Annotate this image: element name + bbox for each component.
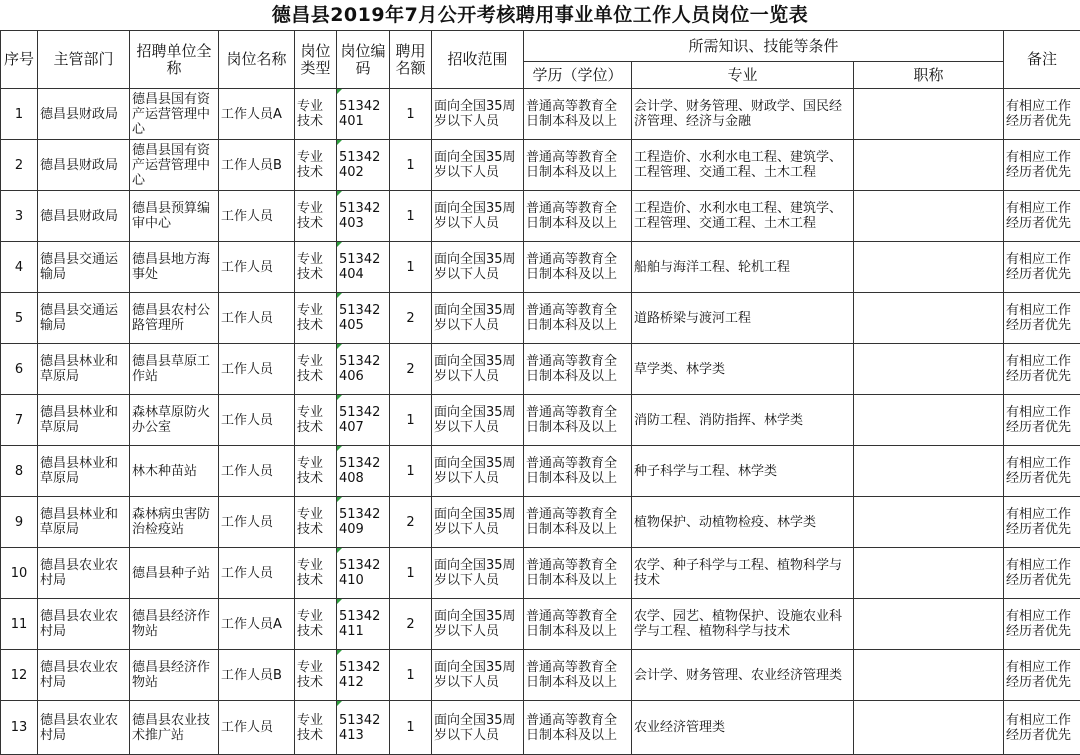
cell-note: 有相应工作经历者优先 xyxy=(1004,650,1080,701)
cell-seq: 7 xyxy=(1,395,38,446)
table-row xyxy=(1,293,1080,344)
cell-scope: 面向全国35周岁以下人员 xyxy=(432,599,524,650)
cell-education: 普通高等教育全日制本科及以上 xyxy=(524,599,632,650)
cell-code: 51342409 xyxy=(337,497,390,548)
cell-code: 51342406 xyxy=(337,344,390,395)
cell-education: 普通高等教育全日制本科及以上 xyxy=(524,344,632,395)
cell-education: 普通高等教育全日制本科及以上 xyxy=(524,191,632,242)
table-row xyxy=(1,446,1080,497)
table-row xyxy=(1,548,1080,599)
cell-title-req xyxy=(854,701,1004,755)
cell-dept: 德昌县农业农村局 xyxy=(38,548,130,599)
cell-education: 普通高等教育全日制本科及以上 xyxy=(524,140,632,191)
cell-position: 工作人员A xyxy=(219,599,295,650)
cell-major: 道路桥梁与渡河工程 xyxy=(632,293,854,344)
cell-scope: 面向全国35周岁以下人员 xyxy=(432,191,524,242)
cell-type: 专业技术 xyxy=(295,242,337,293)
cell-unit: 德昌县预算编审中心 xyxy=(130,191,219,242)
cell-unit: 德昌县农村公路管理所 xyxy=(130,293,219,344)
cell-quota: 1 xyxy=(390,395,432,446)
page-title: 德昌县2019年7月公开考核聘用事业单位工作人员岗位一览表 xyxy=(0,0,1080,30)
cell-major: 植物保护、动植物检疫、林学类 xyxy=(632,497,854,548)
cell-title-req xyxy=(854,344,1004,395)
header-row xyxy=(1,31,1080,62)
header-requirements: 所需知识、技能等条件 xyxy=(524,31,1004,62)
cell-code: 51342413 xyxy=(337,701,390,755)
header-quota: 聘用名额 xyxy=(390,31,432,89)
cell-seq: 3 xyxy=(1,191,38,242)
cell-education: 普通高等教育全日制本科及以上 xyxy=(524,701,632,755)
cell-note: 有相应工作经历者优先 xyxy=(1004,242,1080,293)
cell-dept: 德昌县交通运输局 xyxy=(38,293,130,344)
table-row xyxy=(1,344,1080,395)
cell-quota: 1 xyxy=(390,548,432,599)
cell-quota: 1 xyxy=(390,446,432,497)
cell-note: 有相应工作经历者优先 xyxy=(1004,344,1080,395)
header-title-req: 职称 xyxy=(854,62,1004,89)
cell-unit: 德昌县地方海事处 xyxy=(130,242,219,293)
cell-position: 工作人员A xyxy=(219,89,295,140)
cell-dept: 德昌县林业和草原局 xyxy=(38,344,130,395)
cell-type: 专业技术 xyxy=(295,446,337,497)
cell-title-req xyxy=(854,242,1004,293)
cell-note: 有相应工作经历者优先 xyxy=(1004,446,1080,497)
cell-major: 船舶与海洋工程、轮机工程 xyxy=(632,242,854,293)
cell-position: 工作人员 xyxy=(219,293,295,344)
positions-table xyxy=(0,30,1080,755)
cell-title-req xyxy=(854,140,1004,191)
table-row xyxy=(1,599,1080,650)
header-education: 学历（学位） xyxy=(524,62,632,89)
cell-code: 51342405 xyxy=(337,293,390,344)
cell-position: 工作人员 xyxy=(219,548,295,599)
cell-scope: 面向全国35周岁以下人员 xyxy=(432,548,524,599)
cell-scope: 面向全国35周岁以下人员 xyxy=(432,497,524,548)
table-body xyxy=(1,89,1080,755)
cell-dept: 德昌县农业农村局 xyxy=(38,599,130,650)
cell-scope: 面向全国35周岁以下人员 xyxy=(432,650,524,701)
cell-title-req xyxy=(854,599,1004,650)
cell-dept: 德昌县交通运输局 xyxy=(38,242,130,293)
cell-type: 专业技术 xyxy=(295,497,337,548)
cell-quota: 2 xyxy=(390,293,432,344)
cell-major: 会计学、财务管理、财政学、国民经济管理、经济与金融 xyxy=(632,89,854,140)
cell-dept: 德昌县农业农村局 xyxy=(38,701,130,755)
cell-seq: 2 xyxy=(1,140,38,191)
cell-note: 有相应工作经历者优先 xyxy=(1004,599,1080,650)
cell-code: 51342410 xyxy=(337,548,390,599)
cell-dept: 德昌县农业农村局 xyxy=(38,650,130,701)
header-unit: 招聘单位全称 xyxy=(130,31,219,89)
cell-dept: 德昌县林业和草原局 xyxy=(38,497,130,548)
header-note: 备注 xyxy=(1004,31,1080,89)
cell-code: 51342408 xyxy=(337,446,390,497)
cell-dept: 德昌县财政局 xyxy=(38,89,130,140)
table-row xyxy=(1,191,1080,242)
cell-education: 普通高等教育全日制本科及以上 xyxy=(524,548,632,599)
cell-quota: 1 xyxy=(390,191,432,242)
cell-position: 工作人员 xyxy=(219,395,295,446)
cell-scope: 面向全国35周岁以下人员 xyxy=(432,89,524,140)
table-row xyxy=(1,395,1080,446)
cell-major: 工程造价、水利水电工程、建筑学、工程管理、交通工程、土木工程 xyxy=(632,191,854,242)
cell-major: 会计学、财务管理、农业经济管理类 xyxy=(632,650,854,701)
cell-education: 普通高等教育全日制本科及以上 xyxy=(524,89,632,140)
cell-type: 专业技术 xyxy=(295,650,337,701)
header-major: 专业 xyxy=(632,62,854,89)
cell-unit: 林木种苗站 xyxy=(130,446,219,497)
cell-code: 51342411 xyxy=(337,599,390,650)
cell-type: 专业技术 xyxy=(295,293,337,344)
header-scope: 招收范围 xyxy=(432,31,524,89)
cell-unit: 德昌县经济作物站 xyxy=(130,650,219,701)
cell-scope: 面向全国35周岁以下人员 xyxy=(432,140,524,191)
cell-quota: 2 xyxy=(390,497,432,548)
cell-unit: 德昌县种子站 xyxy=(130,548,219,599)
cell-seq: 11 xyxy=(1,599,38,650)
cell-code: 51342401 xyxy=(337,89,390,140)
cell-title-req xyxy=(854,395,1004,446)
cell-scope: 面向全国35周岁以下人员 xyxy=(432,344,524,395)
cell-education: 普通高等教育全日制本科及以上 xyxy=(524,446,632,497)
table-row xyxy=(1,497,1080,548)
cell-quota: 2 xyxy=(390,599,432,650)
header-position: 岗位名称 xyxy=(219,31,295,89)
cell-position: 工作人员 xyxy=(219,497,295,548)
cell-seq: 12 xyxy=(1,650,38,701)
header-dept: 主管部门 xyxy=(38,31,130,89)
table-row xyxy=(1,89,1080,140)
table-row xyxy=(1,650,1080,701)
cell-dept: 德昌县林业和草原局 xyxy=(38,446,130,497)
cell-seq: 13 xyxy=(1,701,38,755)
cell-dept: 德昌县财政局 xyxy=(38,140,130,191)
table-row xyxy=(1,242,1080,293)
cell-position: 工作人员 xyxy=(219,446,295,497)
cell-title-req xyxy=(854,446,1004,497)
cell-title-req xyxy=(854,191,1004,242)
cell-position: 工作人员 xyxy=(219,344,295,395)
cell-quota: 1 xyxy=(390,242,432,293)
cell-unit: 德昌县草原工作站 xyxy=(130,344,219,395)
cell-position: 工作人员B xyxy=(219,140,295,191)
table-row xyxy=(1,140,1080,191)
cell-education: 普通高等教育全日制本科及以上 xyxy=(524,242,632,293)
cell-type: 专业技术 xyxy=(295,701,337,755)
cell-major: 工程造价、水利水电工程、建筑学、工程管理、交通工程、土木工程 xyxy=(632,140,854,191)
cell-unit: 德昌县农业技术推广站 xyxy=(130,701,219,755)
cell-seq: 10 xyxy=(1,548,38,599)
cell-type: 专业技术 xyxy=(295,344,337,395)
cell-seq: 8 xyxy=(1,446,38,497)
cell-note: 有相应工作经历者优先 xyxy=(1004,548,1080,599)
cell-note: 有相应工作经历者优先 xyxy=(1004,497,1080,548)
cell-unit: 森林草原防火办公室 xyxy=(130,395,219,446)
cell-scope: 面向全国35周岁以下人员 xyxy=(432,242,524,293)
cell-unit: 森林病虫害防治检疫站 xyxy=(130,497,219,548)
cell-unit: 德昌县经济作物站 xyxy=(130,599,219,650)
cell-seq: 1 xyxy=(1,89,38,140)
cell-note: 有相应工作经历者优先 xyxy=(1004,395,1080,446)
cell-title-req xyxy=(854,497,1004,548)
cell-note: 有相应工作经历者优先 xyxy=(1004,293,1080,344)
cell-quota: 1 xyxy=(390,140,432,191)
header-type: 岗位类型 xyxy=(295,31,337,89)
cell-unit: 德昌县国有资产运营管理中心 xyxy=(130,140,219,191)
cell-scope: 面向全国35周岁以下人员 xyxy=(432,293,524,344)
cell-major: 消防工程、消防指挥、林学类 xyxy=(632,395,854,446)
cell-seq: 4 xyxy=(1,242,38,293)
cell-type: 专业技术 xyxy=(295,140,337,191)
cell-dept: 德昌县林业和草原局 xyxy=(38,395,130,446)
cell-code: 51342404 xyxy=(337,242,390,293)
cell-education: 普通高等教育全日制本科及以上 xyxy=(524,395,632,446)
cell-title-req xyxy=(854,548,1004,599)
cell-scope: 面向全国35周岁以下人员 xyxy=(432,701,524,755)
cell-quota: 1 xyxy=(390,701,432,755)
cell-type: 专业技术 xyxy=(295,191,337,242)
cell-code: 51342403 xyxy=(337,191,390,242)
cell-education: 普通高等教育全日制本科及以上 xyxy=(524,497,632,548)
cell-code: 51342407 xyxy=(337,395,390,446)
cell-quota: 1 xyxy=(390,650,432,701)
cell-note: 有相应工作经历者优先 xyxy=(1004,140,1080,191)
cell-unit: 德昌县国有资产运营管理中心 xyxy=(130,89,219,140)
cell-quota: 1 xyxy=(390,89,432,140)
cell-position: 工作人员 xyxy=(219,242,295,293)
cell-position: 工作人员 xyxy=(219,701,295,755)
cell-title-req xyxy=(854,89,1004,140)
cell-note: 有相应工作经历者优先 xyxy=(1004,701,1080,755)
cell-note: 有相应工作经历者优先 xyxy=(1004,191,1080,242)
cell-dept: 德昌县财政局 xyxy=(38,191,130,242)
cell-seq: 6 xyxy=(1,344,38,395)
cell-title-req xyxy=(854,293,1004,344)
cell-major: 种子科学与工程、林学类 xyxy=(632,446,854,497)
cell-quota: 2 xyxy=(390,344,432,395)
cell-major: 农学、种子科学与工程、植物科学与技术 xyxy=(632,548,854,599)
header-code: 岗位编码 xyxy=(337,31,390,89)
cell-seq: 5 xyxy=(1,293,38,344)
header-seq: 序号 xyxy=(1,31,38,89)
cell-seq: 9 xyxy=(1,497,38,548)
cell-type: 专业技术 xyxy=(295,548,337,599)
cell-major: 草学类、林学类 xyxy=(632,344,854,395)
cell-major: 农业经济管理类 xyxy=(632,701,854,755)
cell-type: 专业技术 xyxy=(295,599,337,650)
cell-type: 专业技术 xyxy=(295,395,337,446)
cell-position: 工作人员 xyxy=(219,191,295,242)
cell-code: 51342402 xyxy=(337,140,390,191)
cell-type: 专业技术 xyxy=(295,89,337,140)
cell-scope: 面向全国35周岁以下人员 xyxy=(432,446,524,497)
cell-major: 农学、园艺、植物保护、设施农业科学与工程、植物科学与技术 xyxy=(632,599,854,650)
cell-education: 普通高等教育全日制本科及以上 xyxy=(524,293,632,344)
cell-note: 有相应工作经历者优先 xyxy=(1004,89,1080,140)
cell-education: 普通高等教育全日制本科及以上 xyxy=(524,650,632,701)
cell-title-req xyxy=(854,650,1004,701)
cell-scope: 面向全国35周岁以下人员 xyxy=(432,395,524,446)
table-row xyxy=(1,701,1080,755)
cell-code: 51342412 xyxy=(337,650,390,701)
cell-position: 工作人员B xyxy=(219,650,295,701)
